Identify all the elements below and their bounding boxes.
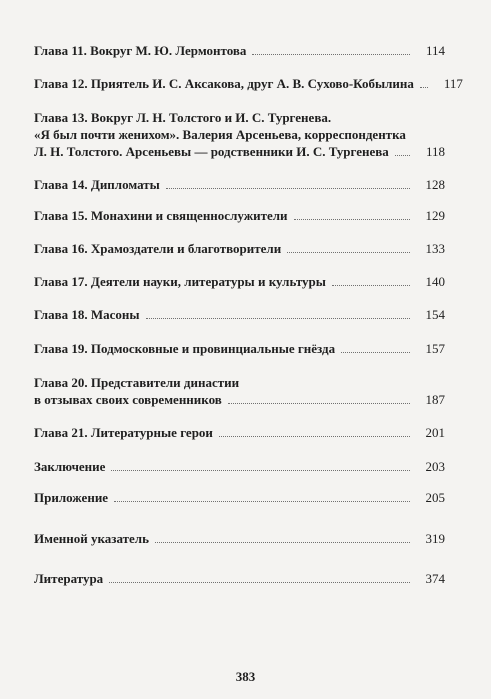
toc-entry-title: Глава 20. Представители династии <box>34 375 240 390</box>
dot-leader <box>114 501 410 502</box>
toc-entry-title: Глава 21. Литературные герои <box>34 425 213 440</box>
toc-entry-title: Глава 13. Вокруг Л. Н. Толстого и И. С. Тургенева. <box>34 110 332 125</box>
dot-leader <box>294 219 410 220</box>
toc-page-number: 133 <box>425 241 445 256</box>
dot-leader <box>111 470 410 471</box>
toc-entry-line <box>34 391 445 408</box>
toc-entry-line <box>34 126 445 143</box>
toc-entry-title: Именной указатель <box>34 531 149 546</box>
toc-entry-line <box>34 207 445 224</box>
page-folio-number: 383 <box>235 669 256 684</box>
toc-page-number: 129 <box>425 208 445 223</box>
toc-entry-line <box>34 75 463 92</box>
toc-entry-line <box>34 530 445 547</box>
toc-entry-title: «Я был почти женихом». Валерия Арсеньева, корреспондентка <box>34 127 406 142</box>
dot-leader <box>332 285 410 286</box>
toc-entry-line <box>34 109 445 126</box>
dot-leader <box>146 318 410 319</box>
toc-entry-line <box>34 424 445 441</box>
toc-entry-title: Глава 18. Масоны <box>34 307 140 322</box>
toc-entry-line <box>34 306 445 323</box>
dot-leader <box>341 352 410 353</box>
dot-leader <box>420 87 428 88</box>
toc-entry-title: в отзывах своих современников <box>34 392 222 407</box>
toc-page-number: 187 <box>425 392 445 407</box>
toc-entry-title: Глава 14. Дипломаты <box>34 177 160 192</box>
toc-entry-conclusion <box>34 458 445 475</box>
dot-leader <box>155 542 410 543</box>
toc-entry-title: Глава 19. Подмосковные и провинциальные гнёзда <box>34 341 336 356</box>
toc-page-number: 157 <box>425 341 445 356</box>
toc-entry-appendix <box>34 489 445 506</box>
toc-entry-chapter-18 <box>34 306 445 323</box>
toc-entry-chapter-19 <box>34 340 445 357</box>
toc-entry-line <box>34 570 445 587</box>
toc-entry-chapter-14 <box>34 176 445 193</box>
toc-page-number: 117 <box>443 76 463 91</box>
toc-page-number: 140 <box>425 274 445 289</box>
toc-entry-title: Литература <box>34 571 104 586</box>
toc-entry-title: Приложение <box>34 490 109 505</box>
toc-entry-line <box>34 176 445 193</box>
toc-entry-chapter-11 <box>34 42 445 59</box>
toc-entry-line <box>34 374 445 391</box>
toc-entry-chapter-13 <box>34 109 445 160</box>
toc-page-number: 154 <box>425 307 445 322</box>
toc-entry-line <box>34 458 445 475</box>
toc-entry-line <box>34 489 445 506</box>
toc-entry-line <box>34 42 445 59</box>
toc-entry-bibliography <box>34 570 445 587</box>
toc-entry-line <box>34 240 445 257</box>
toc-page-number: 205 <box>425 490 445 505</box>
toc-entry-name-index <box>34 530 445 547</box>
toc-page-number: 128 <box>425 177 445 192</box>
dot-leader <box>109 582 410 583</box>
toc-entry-title: Глава 16. Храмоздатели и благотворители <box>34 241 282 256</box>
dot-leader <box>166 188 410 189</box>
toc-page-number: 374 <box>425 571 445 586</box>
toc-entry-chapter-21 <box>34 424 445 441</box>
toc-page-number: 114 <box>425 43 445 58</box>
toc-entry-chapter-17 <box>34 273 445 290</box>
toc-entry-title: Глава 17. Деятели науки, литературы и культуры <box>34 274 326 289</box>
toc-entry-line <box>34 340 445 357</box>
dot-leader <box>252 54 410 55</box>
toc-page-number: 319 <box>425 531 445 546</box>
dot-leader <box>395 155 410 156</box>
toc-entry-title: Заключение <box>34 459 106 474</box>
toc-entry-chapter-16 <box>34 240 445 257</box>
toc-page-number: 203 <box>425 459 445 474</box>
toc-entry-chapter-20 <box>34 374 445 408</box>
toc-entry-title: Глава 15. Монахини и священнослужители <box>34 208 288 223</box>
toc-entry-chapter-12 <box>34 75 463 92</box>
toc-entry-title: Глава 11. Вокруг М. Ю. Лермонтова <box>34 43 247 58</box>
toc-entry-chapter-15 <box>34 207 445 224</box>
toc-entry-line <box>34 273 445 290</box>
dot-leader <box>219 436 410 437</box>
toc-page-number: 118 <box>425 144 445 159</box>
toc-entry-line <box>34 143 445 160</box>
dot-leader <box>228 403 410 404</box>
toc-entry-title: Глава 12. Приятель И. С. Аксакова, друг А. В. Сухово-Кобылина <box>34 76 414 91</box>
toc-entry-title: Л. Н. Толстого. Арсеньевы — родственники И. С. Тургенева <box>34 144 389 159</box>
toc-page-number: 201 <box>425 425 445 440</box>
dot-leader <box>287 252 410 253</box>
